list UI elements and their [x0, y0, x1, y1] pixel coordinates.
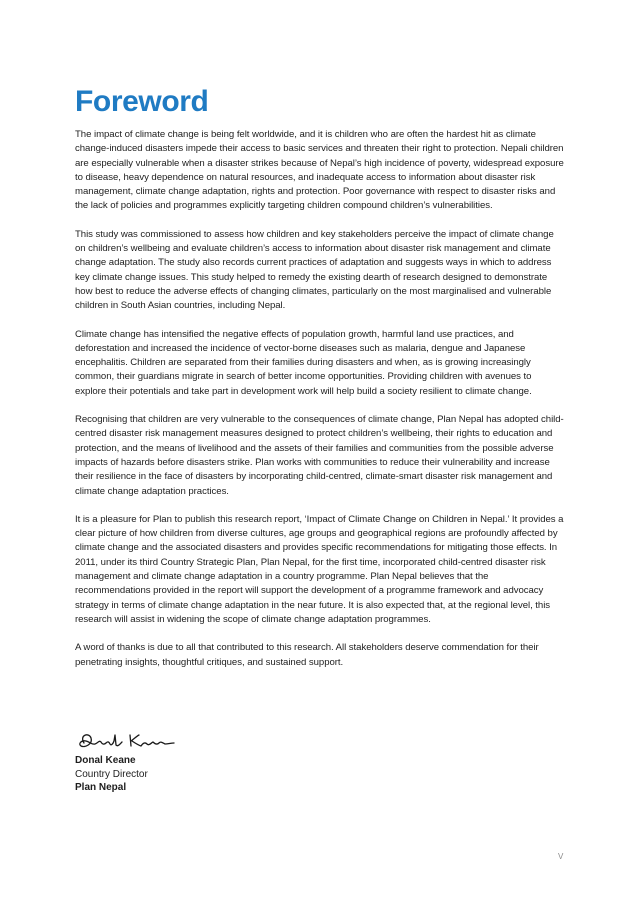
paragraph-3: Climate change has intensified the negative effects of population growth, harmful land use practices, and deforestation and increased the incidence of vector-borne diseases such as malaria, dengue and Japanese encephalitis. Children are separated from their families during disasters and when, as is growing increasingly common, their guardians migrate in search of better income opportunities. Providing children with avenues to explore their potentials and take part in development work will help build a society resilient to climate change. — [75, 328, 532, 397]
paragraph-4: Recognising that children are very vulnerable to the consequences of climate change, Plan Nepal has adopted child-centred disaster risk management measures designed to protect children’s wellbeing, their rights to education and protection, and the means of livelihood and the assets of their families and communities from the possible adverse impacts of hazards before disasters strike. Plan works with communities to reduce their vulnerability and increase their resilience in the face of disasters by incorporating child-centred, climate-smart disaster risk management and climate change adaptation practices. — [75, 414, 564, 497]
page-title: Foreword — [75, 85, 209, 118]
page-number: V — [558, 852, 564, 861]
signatory-name: Donal Keane — [75, 755, 136, 766]
paragraph-2: This study was commissioned to assess how children and key stakeholders perceive the impact of climate change on children’s wellbeing and evaluate children’s access to information about disaster risk management and climate change adaptation. The study also records current practices of adaptation and suggests ways in which to address key climate change issues. This study helped to remedy the existing dearth of research designed to demonstrate how best to reduce the adverse effects of changing climates, particularly on the most marginalised and vulnerable children in South Asian countries, including Nepal. — [75, 228, 554, 312]
signatory-role: Country Director — [75, 768, 148, 780]
signature-block — [75, 754, 148, 795]
paragraph-6: A word of thanks is due to all that contributed to this research. All stakeholders deserve commendation for their penetrating insights, thoughtful critiques, and sustained support. — [75, 642, 539, 668]
paragraph-1: The impact of climate change is being felt worldwide, and it is children who are often the hardest hit as climate change-induced disasters impede their access to basic services and threaten their right to protection. Nepali children are especially vulnerable when a disaster strikes because of Nepal’s high incidence of poverty, widespread exposure to disease, heavy dependence on natural resources, and inadequate access to information about disaster risk management, climate change adaptation, rights and protection. Poor governance with respect to disaster risks and the lack of policies and programmes explicitly targeting children compound children’s vulnerabilities. — [75, 129, 564, 212]
signatory-organization: Plan Nepal — [75, 782, 127, 793]
handwritten-signature — [75, 730, 175, 754]
foreword-body — [75, 128, 565, 684]
paragraph-5: It is a pleasure for Plan to publish this research report, ‘Impact of Climate Change on Children in Nepal.’ It provides a clear picture of how children from diverse cultures, age groups and geographical regions are profoundly affected by climate change and the associated disasters and provides specific recommendations for mitigating those effects. In 2011, under its third Country Strategic Plan, Plan Nepal, for the first time, incorporated child-centred disaster risk management and climate change adaptation in a country programme. Plan Nepal believes that the recommendations provided in the report will support the development of a programme framework and advocacy strategy in terms of climate change adaptation in the near future. It is also expected that, at the regional level, this research will assist in widening the scope of climate change adaptation programmes. — [75, 513, 564, 625]
